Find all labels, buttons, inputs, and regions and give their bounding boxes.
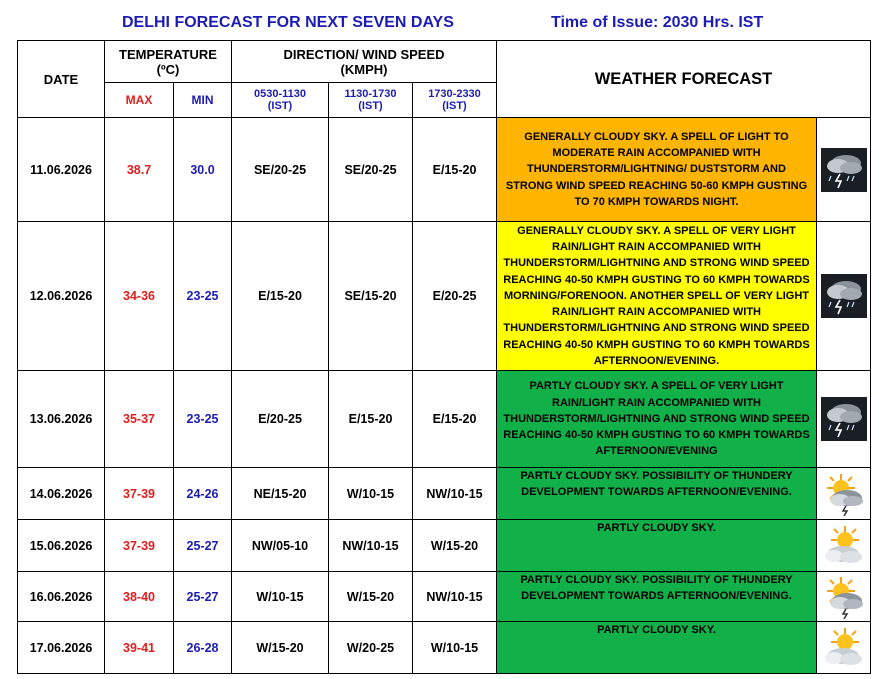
- wind-cell-2: SE/20-25: [329, 118, 413, 222]
- max-temp-cell: 39-41: [105, 622, 174, 674]
- wind-cell-2: W/15-20: [329, 572, 413, 622]
- forecast-rows: [18, 118, 871, 674]
- min-temp-cell: 25-27: [174, 520, 232, 572]
- max-temp-cell: 37-39: [105, 520, 174, 572]
- min-temp-cell: 24-26: [174, 468, 232, 520]
- slot-time: 1130-1730: [344, 88, 397, 100]
- temperature-header: [105, 41, 232, 83]
- wind-cell-3: NW/10-15: [413, 572, 497, 622]
- wind-cell-3: NW/10-15: [413, 468, 497, 520]
- date-cell: 13.06.2026: [18, 371, 105, 468]
- thunderstorm-icon: [817, 274, 870, 318]
- date-cell: 11.06.2026: [18, 118, 105, 222]
- max-temp-cell: 35-37: [105, 371, 174, 468]
- forecast-icon-cell: [817, 572, 871, 622]
- slot-time: 0530-1130: [254, 88, 306, 100]
- max-temp-cell: 34-36: [105, 222, 174, 371]
- min-temp-cell: 30.0: [174, 118, 232, 222]
- wind-cell-2: E/15-20: [329, 371, 413, 468]
- sun-cloud-thunder-icon: [817, 575, 870, 619]
- forecast-text-cell: PARTLY CLOUDY SKY. A SPELL OF VERY LIGHT RAIN/LIGHT RAIN ACCOMPANIED WITH THUNDERSTORM/LIGHTNING AND STRONG WIND SPEED REACHING 40-50 KMPH GUSTING TO 60 KMPH TOWARDS AFTERNOON/EVENING: [497, 371, 817, 468]
- table-row: [18, 371, 871, 468]
- forecast-text-cell: PARTLY CLOUDY SKY. POSSIBILITY OF THUNDERY DEVELOPMENT TOWARDS AFTERNOON/EVENING.: [497, 572, 817, 622]
- slot-suffix: (IST): [267, 100, 293, 112]
- table-row: [18, 222, 871, 371]
- forecast-icon-cell: [817, 371, 871, 468]
- wind-cell-3: W/10-15: [413, 622, 497, 674]
- wind-cell-3: E/15-20: [413, 118, 497, 222]
- forecast-text-cell: GENERALLY CLOUDY SKY. A SPELL OF VERY LIGHT RAIN/LIGHT RAIN ACCOMPANIED WITH THUNDERSTORM/LIGHTNING AND STRONG WIND SPEED REACHING 40-50 KMPH GUSTING TO 60 KMPH TOWARDS MORNING/FORENOON. ANOTHER SPELL OF VERY LIGHT RAIN/LIGHT RAIN ACCOMPANIED WITH THUNDERSTORM/LIGHTNING AND STRONG WIND SPEED REACHING 40-50 KMPH GUSTING TO 60 KMPH TOWARDS AFTERNOON/EVENING.: [497, 222, 817, 371]
- wind-cell-1: E/20-25: [232, 371, 329, 468]
- date-cell: 12.06.2026: [18, 222, 105, 371]
- weather-forecast-header: WEATHER FORECAST: [497, 41, 871, 118]
- wind-cell-2: SE/15-20: [329, 222, 413, 371]
- max-temp-cell: 38-40: [105, 572, 174, 622]
- sun-cloud-thunder-icon: [817, 472, 870, 516]
- max-temp-cell: 37-39: [105, 468, 174, 520]
- wind-cell-1: SE/20-25: [232, 118, 329, 222]
- wind-cell-1: NE/15-20: [232, 468, 329, 520]
- slot-header-1: [232, 83, 329, 118]
- min-temp-cell: 25-27: [174, 572, 232, 622]
- forecast-text-cell: GENERALLY CLOUDY SKY. A SPELL OF LIGHT TO MODERATE RAIN ACCOMPANIED WITH THUNDERSTORM/LIGHTNING/ DUSTSTORM AND STRONG WIND SPEED REACHING 50-60 KMPH GUSTING TO 70 KMPH TOWARDS NIGHT.: [497, 118, 817, 222]
- forecast-icon-cell: [817, 468, 871, 520]
- page-title: DELHI FORECAST FOR NEXT SEVEN DAYS: [122, 14, 454, 31]
- date-cell: 16.06.2026: [18, 572, 105, 622]
- wind-cell-1: E/15-20: [232, 222, 329, 371]
- thunderstorm-icon: [817, 397, 870, 441]
- wind-header: [232, 41, 497, 83]
- date-header: DATE: [18, 41, 105, 118]
- wind-cell-1: W/15-20: [232, 622, 329, 674]
- wind-cell-2: NW/10-15: [329, 520, 413, 572]
- forecast-icon-cell: [817, 520, 871, 572]
- table-row: [18, 572, 871, 622]
- temperature-label: TEMPERATURE: [119, 46, 217, 62]
- wind-cell-2: W/20-25: [329, 622, 413, 674]
- forecast-table: [17, 40, 871, 674]
- forecast-icon-cell: [817, 222, 871, 371]
- min-temp-cell: 23-25: [174, 371, 232, 468]
- slot-time: 1730-2330: [428, 88, 481, 100]
- table-row: [18, 622, 871, 674]
- date-cell: 14.06.2026: [18, 468, 105, 520]
- table-row: [18, 118, 871, 222]
- issue-time: Time of Issue: 2030 Hrs. IST: [551, 14, 764, 31]
- forecast-text-cell: PARTLY CLOUDY SKY.: [497, 520, 817, 572]
- wind-cell-1: NW/05-10: [232, 520, 329, 572]
- min-temp-cell: 23-25: [174, 222, 232, 371]
- table-row: [18, 520, 871, 572]
- forecast-text-cell: PARTLY CLOUDY SKY.: [497, 622, 817, 674]
- partly-cloudy-icon: [817, 626, 870, 670]
- slot-suffix: (IST): [358, 100, 383, 112]
- wind-cell-3: E/15-20: [413, 371, 497, 468]
- min-header: MIN: [174, 83, 232, 118]
- thunderstorm-icon: [817, 148, 870, 192]
- slot-suffix: (IST): [442, 100, 467, 112]
- date-cell: 15.06.2026: [18, 520, 105, 572]
- wind-cell-3: E/20-25: [413, 222, 497, 371]
- max-temp-cell: 38.7: [105, 118, 174, 222]
- temperature-unit: (ºC): [156, 61, 180, 77]
- forecast-icon-cell: [817, 118, 871, 222]
- slot-header-2: [329, 83, 413, 118]
- min-temp-cell: 26-28: [174, 622, 232, 674]
- forecast-text-cell: PARTLY CLOUDY SKY. POSSIBILITY OF THUNDERY DEVELOPMENT TOWARDS AFTERNOON/EVENING.: [497, 468, 817, 520]
- table-row: [18, 468, 871, 520]
- date-cell: 17.06.2026: [18, 622, 105, 674]
- slot-header-3: [413, 83, 497, 118]
- wind-cell-1: W/10-15: [232, 572, 329, 622]
- max-header: MAX: [105, 83, 174, 118]
- partly-cloudy-icon: [817, 524, 870, 568]
- wind-unit: (KMPH): [340, 61, 388, 77]
- forecast-icon-cell: [817, 622, 871, 674]
- wind-cell-3: W/15-20: [413, 520, 497, 572]
- wind-cell-2: W/10-15: [329, 468, 413, 520]
- wind-label: DIRECTION/ WIND SPEED: [283, 46, 445, 62]
